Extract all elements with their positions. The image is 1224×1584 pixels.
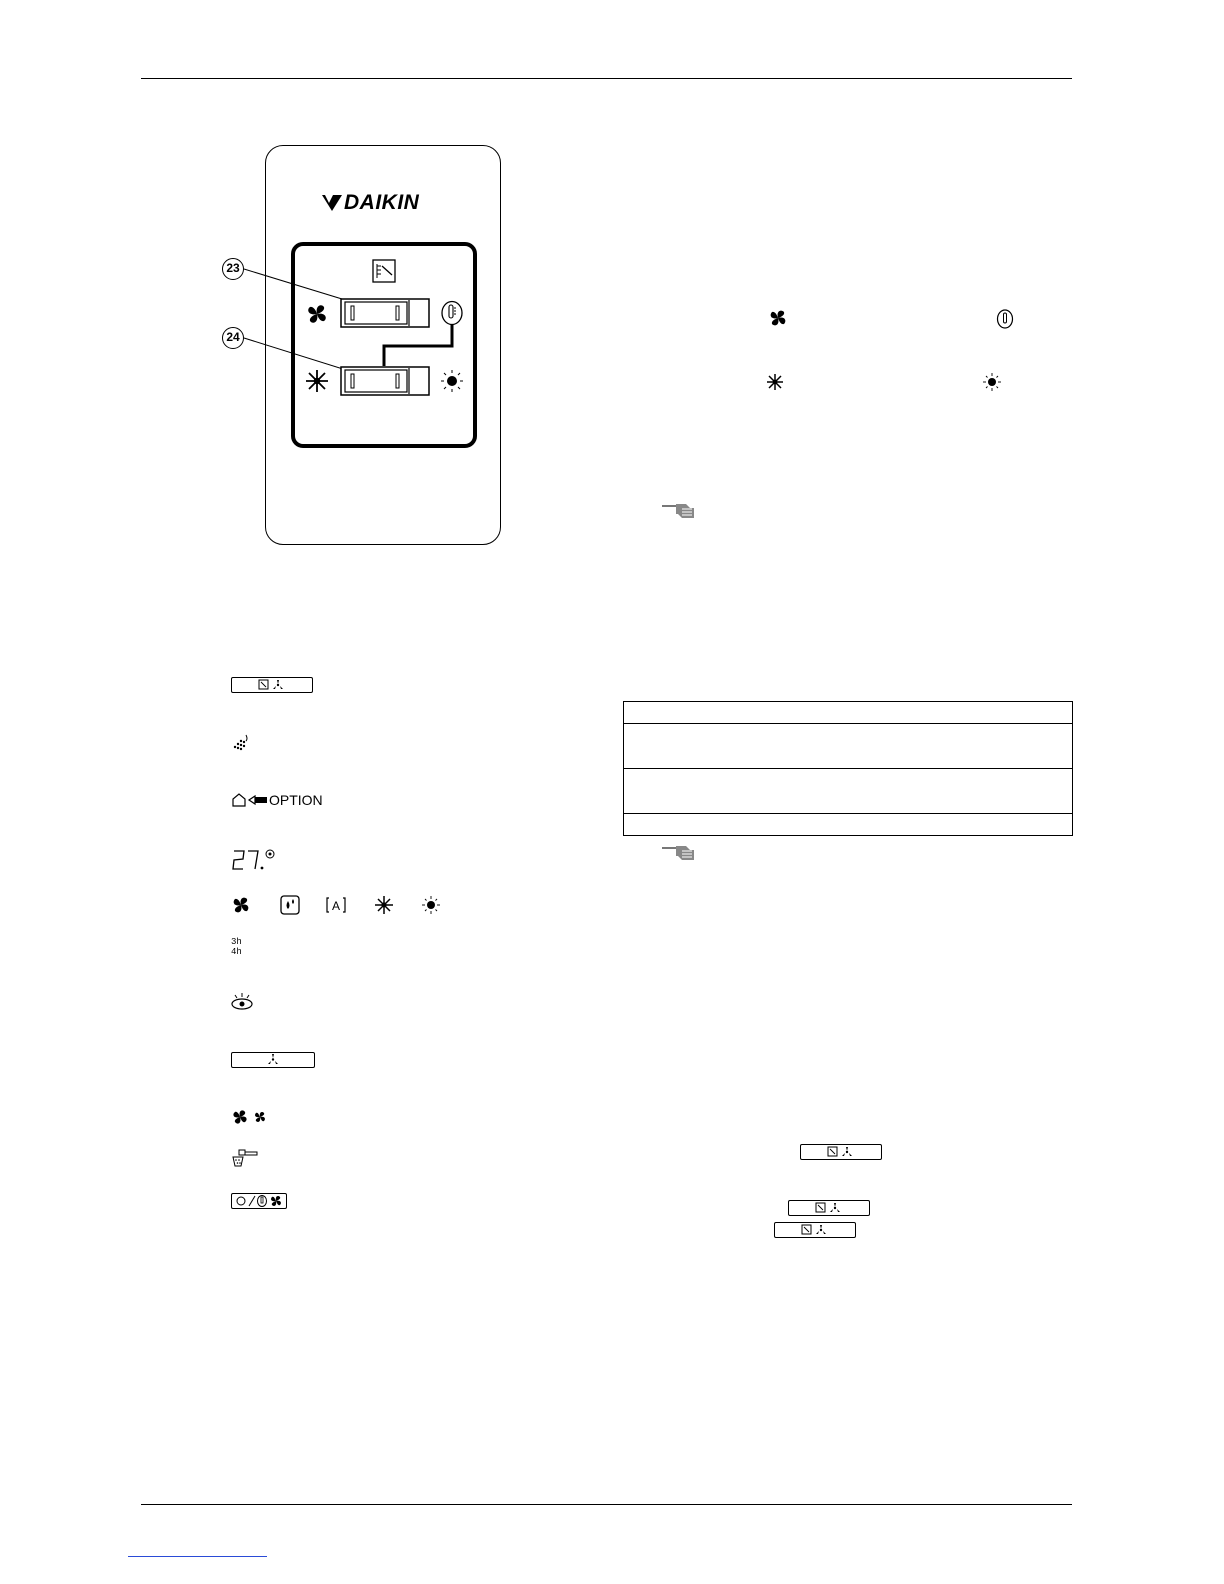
thermostat-icon-inline xyxy=(996,309,1014,329)
option-label: OPTION xyxy=(269,792,323,808)
cool-heat-switch[interactable] xyxy=(340,366,430,396)
filter-cleaning-icon xyxy=(229,1148,261,1168)
daikin-logo-icon xyxy=(322,193,342,213)
heat-icon-inline xyxy=(982,372,1002,392)
table-row xyxy=(624,702,1073,724)
fan-speed-high-icon xyxy=(231,1108,249,1126)
fan-speed-indicator xyxy=(231,1108,267,1126)
main-sub-symbol-icon xyxy=(372,259,396,283)
fan-icon-inline xyxy=(768,308,788,328)
table-row xyxy=(624,814,1073,836)
inspection-icon xyxy=(231,733,251,751)
callout-24: 24 xyxy=(222,327,244,349)
main-sub-button-icon xyxy=(231,677,313,693)
house-arrow-icon xyxy=(231,792,269,808)
footer-link-underline[interactable] xyxy=(128,1556,267,1557)
note-hand-icon xyxy=(662,502,696,522)
footer-rule xyxy=(141,1504,1072,1505)
mode-heat-icon xyxy=(421,895,441,915)
main-sub-display-icon xyxy=(231,1052,315,1068)
setting-temperature-display xyxy=(231,848,275,872)
mode-cool-icon xyxy=(374,895,394,915)
table-row xyxy=(624,724,1073,769)
mode-fan-icon xyxy=(231,895,251,915)
operation-mode-selector-icon xyxy=(231,1193,287,1209)
info-table xyxy=(623,701,1073,836)
mode-dry-icon xyxy=(280,895,300,915)
brand-name: DAIKIN xyxy=(344,191,420,214)
fan-only-auto-switch[interactable] xyxy=(340,298,430,328)
svg-text:A: A xyxy=(331,899,341,913)
main-sub-button-icon-r3 xyxy=(774,1222,856,1238)
heat-sun-icon xyxy=(440,369,464,393)
degree-symbol-icon xyxy=(265,848,275,860)
table-row xyxy=(624,769,1073,814)
cool-snowflake-icon xyxy=(305,369,329,393)
fan-speed-low-icon xyxy=(253,1108,267,1126)
brand-logo xyxy=(322,190,452,216)
mode-auto-icon xyxy=(325,895,347,915)
option-indicator xyxy=(231,792,323,808)
callout-23: 23 xyxy=(222,258,244,280)
svg-text:3h: 3h xyxy=(231,937,242,947)
svg-text:4h: 4h xyxy=(231,947,242,956)
thermostat-icon xyxy=(440,300,464,326)
header-rule xyxy=(141,78,1072,79)
main-sub-button-icon-r2 xyxy=(788,1200,870,1216)
cool-icon-inline xyxy=(766,373,784,391)
air-flow-direction-icon xyxy=(229,993,255,1011)
fan-icon xyxy=(305,302,329,326)
main-sub-button-icon-r1 xyxy=(800,1144,882,1160)
segment-digits-icon xyxy=(231,848,265,872)
note-hand-icon-2 xyxy=(662,844,696,864)
timer-hours-icon xyxy=(231,936,247,956)
